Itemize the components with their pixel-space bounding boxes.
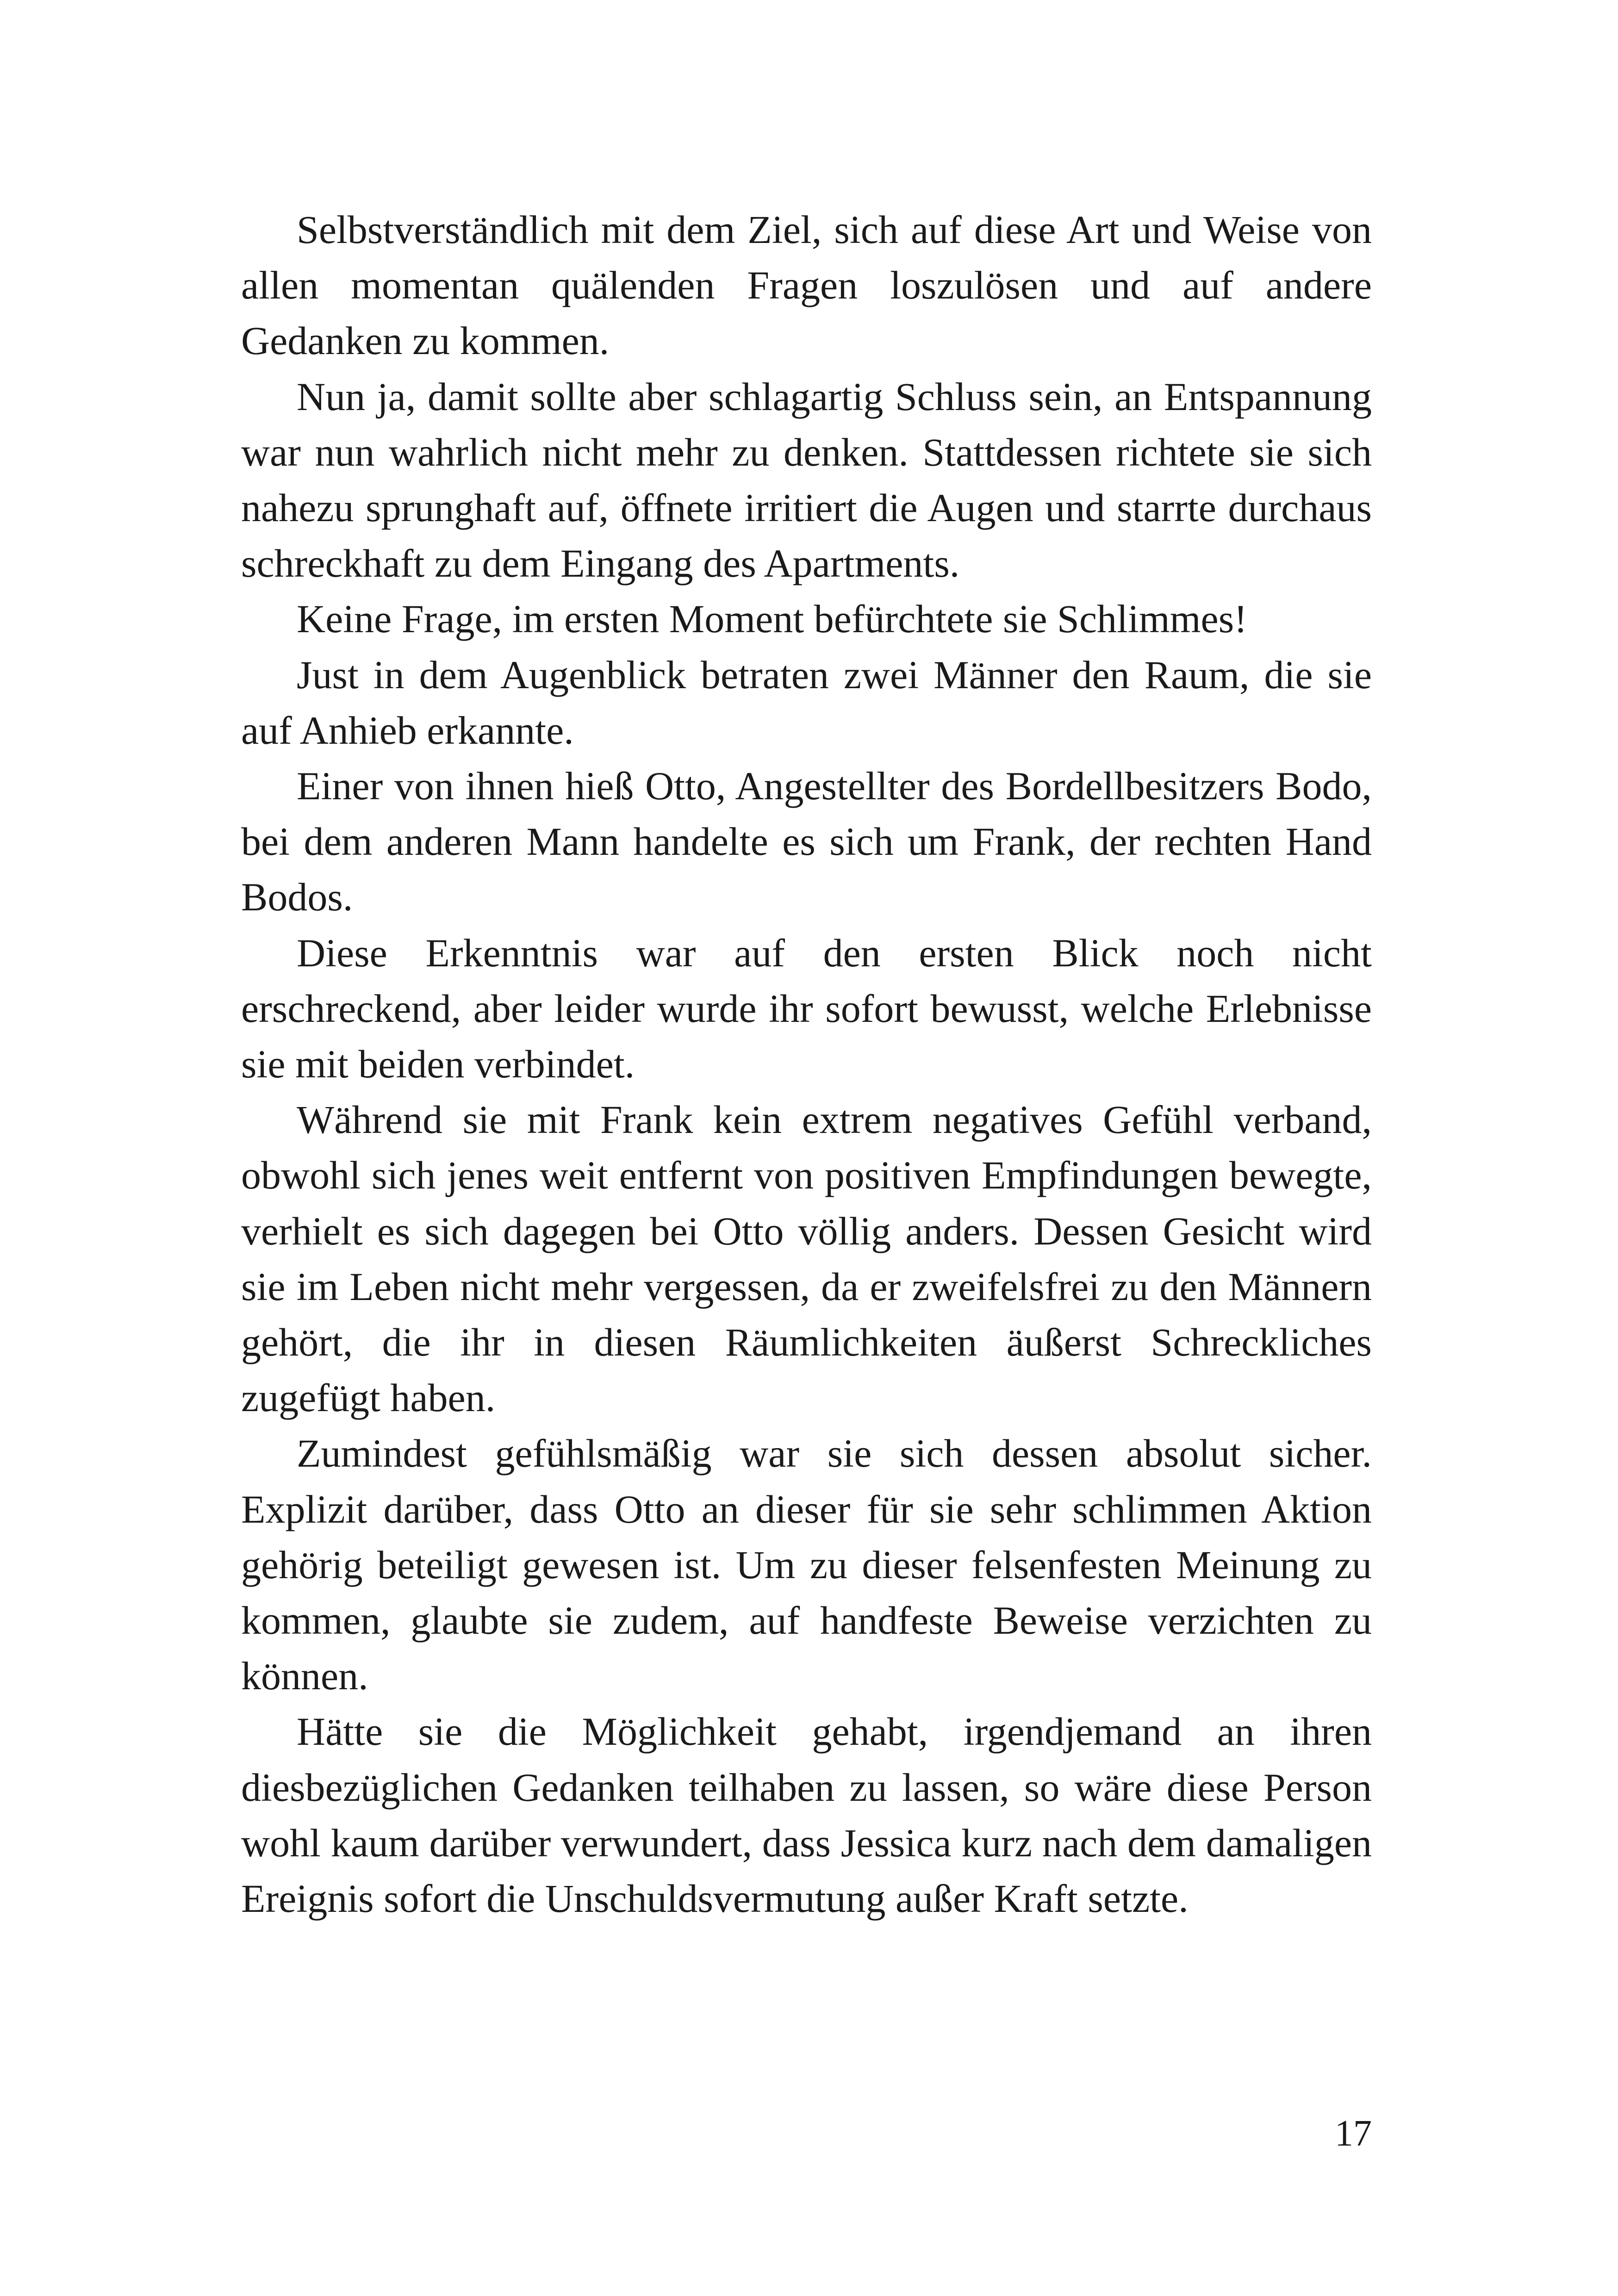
paragraph: Selbstverständlich mit dem Ziel, sich auf diese Art und Weise von allen momentan quälenden Fragen loszulösen und auf andere Gedanken zu kommen. [241, 207, 1372, 363]
body-text [241, 202, 1372, 1926]
paragraph: Während sie mit Frank kein extrem negatives Gefühl verband, obwohl sich jenes weit entfernt von positiven Empfindungen bewegte, verhielt es sich dagegen bei Otto völlig anders. Dessen Gesicht wird sie im Leben nicht mehr vergessen, da er zweifelsfrei zu den Männern gehört, die ihr in diesen Räumlichkeiten äußerst Schreckliches zugefügt haben. [241, 1097, 1372, 1420]
page-number: 17 [1335, 2113, 1372, 2154]
paragraph: Diese Erkenntnis war auf den ersten Blick noch nicht erschreckend, aber leider wurde ihr sofort bewusst, welche Erlebnisse sie mit beiden verbindet. [241, 930, 1372, 1087]
paragraph: Zumindest gefühlsmäßig war sie sich dessen absolut sicher. Explizit darüber, dass Otto an dieser für sie sehr schlimmen Aktion gehörig beteiligt gewesen ist. Um zu dieser felsenfesten Meinung zu kommen, glaubte sie zudem, auf handfeste Beweise verzichten zu können. [241, 1431, 1372, 1699]
paragraph: Just in dem Augenblick betraten zwei Männer den Raum, die sie auf Anhieb erkannte. [241, 652, 1372, 753]
paragraph: Hätte sie die Möglichkeit gehabt, irgendjemand an ihren diesbezüglichen Gedanken teilhaben zu lassen, so wäre diese Person wohl kaum darüber verwundert, dass Jessica kurz nach dem damaligen Ereignis sofort die Unschuldsvermutung außer Kraft setzte. [241, 1709, 1372, 1921]
paragraph: Keine Frage, im ersten Moment befürchtete sie Schlimmes! [297, 597, 1247, 641]
paragraph: Nun ja, damit sollte aber schlagartig Schluss sein, an Entspannung war nun wahrlich nicht mehr zu denken. Stattdessen richtete sie sich nahezu sprunghaft auf, öffnete irritiert die Augen und starrte durchaus schreckhaft zu dem Eingang des Apartments. [241, 374, 1372, 586]
paragraph: Einer von ihnen hieß Otto, Angestellter des Bordellbesitzers Bodo, bei dem anderen Mann handelte es sich um Frank, der rechten Hand Bodos. [241, 764, 1372, 920]
